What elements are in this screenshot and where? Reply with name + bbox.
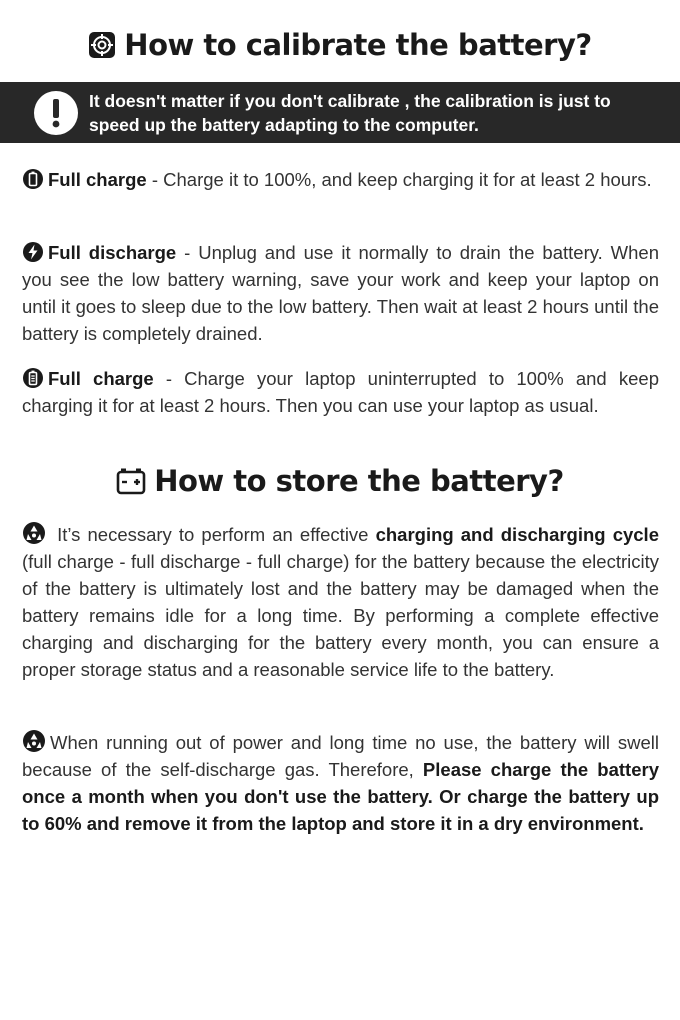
step-full-charge-1 [22, 166, 659, 193]
step1-label: Full charge [48, 169, 147, 190]
battery-full-icon [22, 367, 44, 389]
store-heading [0, 464, 680, 498]
step2-label: Full discharge [48, 242, 177, 263]
store-tip-1 [22, 521, 659, 683]
tip1-text-before: It’s necessary to perform an effective [50, 524, 376, 545]
recycle-icon [22, 521, 46, 545]
tip2-bold: Please charge the battery once a month when you don't use the battery. Or charge the battery up to 60% and remove it from the laptop and store it in a dry environment. [22, 759, 659, 834]
exclamation-icon [33, 90, 79, 136]
notice-text: It doesn't matter if you don't calibrate , the calibration is just to speed up the battery adapting to the computer. [89, 90, 611, 135]
target-icon [88, 31, 116, 59]
recycle-icon [22, 729, 46, 753]
car-battery-icon [116, 467, 146, 495]
tip2-text-before: When running out of power and long time no use, the battery will swell because of the self-discharge gas. Therefore, [22, 732, 659, 780]
step1-text: - Charge it to 100%, and keep charging it for at least 2 hours. [146, 169, 652, 190]
notice-banner [0, 82, 680, 143]
step-full-discharge [22, 239, 659, 347]
lightning-icon [22, 241, 44, 263]
tip1-bold: charging and discharging cycle [375, 524, 659, 545]
store-title: How to store the battery? [154, 464, 564, 498]
calibrate-heading [0, 28, 680, 62]
step-full-charge-2 [22, 365, 659, 419]
step2-text: - Unplug and use it normally to drain the battery. When you see the low battery warning, save your work and keep your laptop on until it goes to sleep due to the low battery. Then wait at least 2 hours until the battery is completely drained. [22, 242, 659, 344]
step3-text: - Charge your laptop uninterrupted to 100% and keep charging it for at least 2 hours. Then you can use your laptop as usual. [22, 368, 659, 416]
battery-icon [22, 168, 44, 190]
store-tip-2 [22, 729, 659, 837]
step3-label: Full charge [48, 368, 154, 389]
tip1-text-after: (full charge - full discharge - full charge) for the battery because the electricity of the battery is ultimately lost and the battery may be damaged when the battery remains idle for a long time. By performing a complete effective charging and discharging for the battery every month, you can ensure a proper storage status and a reasonable service life to the battery. [22, 551, 659, 680]
calibrate-title: How to calibrate the battery? [124, 28, 592, 62]
